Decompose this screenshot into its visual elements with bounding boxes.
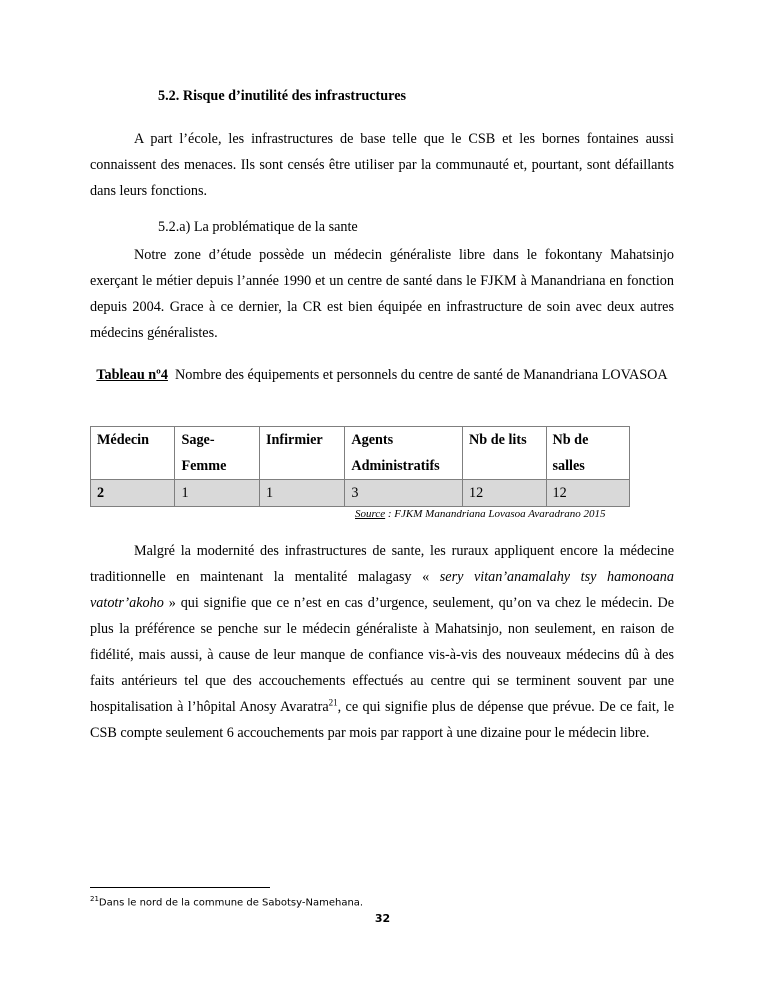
data-cell: 2	[91, 480, 175, 507]
data-cell: 3	[345, 480, 463, 507]
paragraph-sante	[90, 242, 674, 346]
paragraph-medecine	[90, 538, 674, 746]
table-source	[355, 508, 606, 520]
data-cell: 1	[259, 480, 344, 507]
data-cell: 1	[175, 480, 259, 507]
equipment-table	[90, 426, 630, 507]
table-row	[91, 480, 630, 507]
malagasy-proverb: sery vitan’anamalahy tsy hamonoana vatotr’akoho	[90, 569, 674, 611]
header-cell: Infirmier	[259, 427, 344, 480]
table-title: Nombre des équipements et personnels du centre de santé de Manandriana LOVASOA	[175, 367, 668, 383]
footnote-number: 21	[90, 895, 99, 903]
footnote-ref[interactable]: 21	[328, 697, 338, 708]
data-cell: 12	[546, 480, 630, 507]
header-cell: Nb de lits	[463, 427, 546, 480]
section-heading: 5.2. Risque d’inutilité des infrastructures	[158, 88, 407, 104]
paragraph-text: A part l’école, les infrastructures de base telle que le CSB et les bornes fontaines aussi connaissent des menaces. Ils sont censés être utiliser par la communauté et, pourtant, sont défaillants dans leurs fonctions.	[90, 131, 674, 199]
paragraph-text: » qui signifie que ce n’est en cas d’urgence, seulement, qu’on va chez le médecin. De plus la préférence se penche sur le médecin généraliste à Mahatsinjo, non seulement, en raison de fidélité, mais aussi, à cause de leur manque de confiance vis-à-vis des nouveaux médecins dû à des faits antérieurs tel que des accouchements effectués au centre qui se terminent souvent par une hospitalisation à l’hôpital Anosy Avaratra	[90, 595, 674, 715]
footnote-text: Dans le nord de la commune de Sabotsy-Namehana.	[98, 897, 364, 909]
page-number: 32	[374, 912, 391, 925]
paragraph-text: Malgré la modernité des infrastructures de sante, les ruraux appliquent encore la médecine traditionnelle en maintenant la mentalité malagasy «	[90, 543, 674, 585]
table-label: Tableau nº4	[96, 367, 168, 383]
source-label: Source	[355, 508, 386, 520]
table-caption	[90, 362, 674, 388]
source-text: : FJKM Manandriana Lovasoa Avaradrano 2015	[385, 508, 606, 520]
header-cell: Agents Administratifs	[345, 427, 463, 480]
paragraph-text: , ce qui signifie plus de dépense que prévue. De ce fait, le CSB compte seulement 6 accouchements par mois par rapport à une dizaine pour le médecin libre.	[90, 699, 674, 741]
header-cell: Sage-Femme	[175, 427, 259, 480]
data-cell: 12	[463, 480, 546, 507]
footnote	[90, 895, 363, 908]
header-cell: Nb de salles	[546, 427, 630, 480]
header-cell: Médecin	[91, 427, 175, 480]
table-header-row	[91, 427, 630, 480]
footnote-divider	[90, 887, 270, 888]
paragraph-text: Notre zone d’étude possède un médecin généraliste libre dans le fokontany Mahatsinjo exerçant le métier depuis l’année 1990 et un centre de santé dans le FJKM à Manandriana en fonction depuis 2004. Grace à ce dernier, la CR est bien équipée en infrastructure de soin avec deux autres médecins généralistes.	[90, 247, 674, 341]
subsection-heading: 5.2.a) La problématique de la sante	[158, 219, 358, 235]
paragraph-infrastructures	[90, 126, 674, 204]
